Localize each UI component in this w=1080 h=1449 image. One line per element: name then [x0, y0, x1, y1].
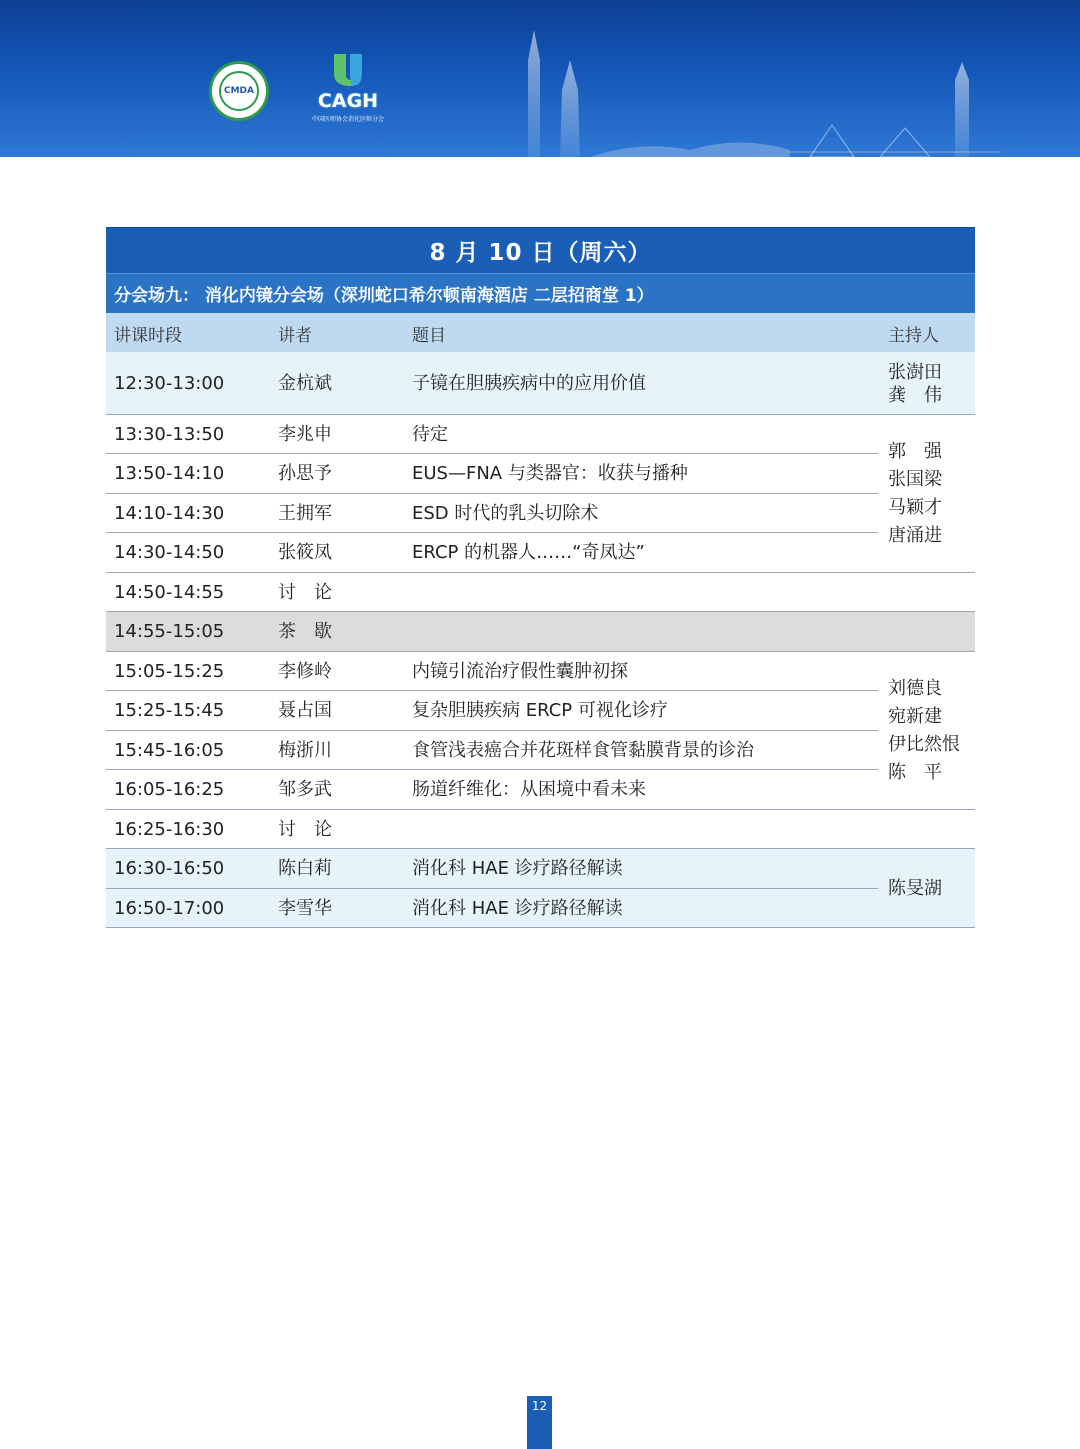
- cagh-logo-wordmark: CAGH: [317, 90, 379, 112]
- row-speaker: 邹多武: [278, 779, 332, 800]
- row-divider: [106, 690, 878, 691]
- row-divider: [106, 611, 975, 612]
- row-host: 陈旻湖: [888, 877, 942, 899]
- row-topic: 子镜在胆胰疾病中的应用价值: [412, 372, 646, 394]
- row-time: 16:50-17:00: [114, 897, 225, 919]
- row-divider: [106, 572, 975, 573]
- row-speaker: 梅浙川: [278, 739, 332, 761]
- row-topic: 消化科 HAE 诊疗路径解读: [412, 897, 623, 919]
- row-speaker: 李兆申: [278, 423, 332, 445]
- header-time: 讲课时段: [114, 326, 182, 346]
- city-skyline-illustration: [0, 0, 1080, 157]
- row-topic: 消化科 HAE 诊疗路径解读: [412, 858, 623, 879]
- row-speaker: 张筱凤: [278, 542, 332, 563]
- row-time: 12:30-13:00: [114, 372, 225, 394]
- row-time: 13:30-13:50: [114, 423, 225, 445]
- row-divider: [106, 730, 878, 731]
- row-time: 15:25-15:45: [114, 700, 225, 721]
- cagh-emblem-icon: [331, 52, 365, 88]
- row-divider: [106, 532, 878, 533]
- header-speaker: 讲者: [278, 326, 312, 346]
- cmda-logo: [209, 61, 269, 121]
- cagh-logo-subtitle: 中国医师协会消化医师分会: [311, 116, 384, 123]
- row-topic: 待定: [412, 423, 448, 445]
- row-time: 16:05-16:25: [114, 779, 225, 800]
- row-divider: [106, 651, 975, 652]
- row-speaker: 茶 歇: [278, 621, 332, 642]
- row-topic: ERCP 的机器人……“奇凤达”: [412, 542, 645, 563]
- row-speaker: 王拥军: [278, 502, 332, 524]
- row-divider: [106, 769, 878, 770]
- row-host: 刘德良 宛新建 伊比然恨 陈 平: [888, 678, 960, 783]
- row-time: 13:50-14:10: [114, 463, 225, 484]
- session-title: 分会场九： 消化内镜分会场（深圳蛇口希尔顿南海酒店 二层招商堂 1）: [106, 273, 975, 313]
- row-topic: 食管浅表癌合并花斑样食管黏膜背景的诊治: [412, 739, 754, 761]
- schedule-table: [106, 227, 975, 928]
- row-topic: ESD 时代的乳头切除术: [412, 502, 599, 524]
- header-host: 主持人: [888, 326, 939, 346]
- page-number: 12: [527, 1396, 552, 1449]
- row-speaker: 讨 论: [278, 581, 332, 603]
- row-time: 15:45-16:05: [114, 739, 225, 761]
- header-topic: 题目: [412, 326, 446, 346]
- row-topic: 肠道纤维化：从困境中看未来: [412, 779, 646, 800]
- row-speaker: 李雪华: [278, 897, 332, 919]
- row-speaker: 李修岭: [278, 660, 332, 682]
- header-banner: [0, 0, 1080, 157]
- row-divider: [106, 927, 975, 928]
- row-time: 15:05-15:25: [114, 660, 225, 682]
- row-divider: [106, 493, 878, 494]
- row-time: 14:30-14:50: [114, 542, 225, 563]
- row-divider: [106, 414, 975, 415]
- row-time: 16:30-16:50: [114, 858, 225, 879]
- row-topic: 内镜引流治疗假性囊肿初探: [412, 660, 628, 682]
- row-divider: [106, 888, 878, 889]
- cagh-logo: [304, 52, 392, 128]
- date-title: 8 月 10 日（周六）: [106, 227, 975, 273]
- row-host: 张澍田 龚 伟: [888, 361, 942, 406]
- row-time: 16:25-16:30: [114, 818, 225, 840]
- row-topic: EUS—FNA 与类器官：收获与播种: [412, 463, 688, 484]
- row-divider: [106, 809, 975, 810]
- row-divider: [106, 453, 878, 454]
- row-time: 14:55-15:05: [114, 621, 225, 642]
- table-body: [106, 352, 975, 928]
- row-background: [106, 612, 975, 652]
- row-time: 14:10-14:30: [114, 502, 225, 524]
- row-divider: [106, 848, 975, 849]
- row-speaker: 讨 论: [278, 818, 332, 840]
- row-topic: 复杂胆胰疾病 ERCP 可视化诊疗: [412, 700, 668, 721]
- row-host: 郭 强 张国梁 马颖才 唐涌进: [888, 441, 942, 546]
- row-speaker: 金杭斌: [278, 372, 332, 394]
- cmda-logo-text: CMDA: [219, 71, 259, 111]
- row-speaker: 聂占国: [278, 700, 332, 721]
- table-header: [106, 313, 975, 352]
- row-time: 14:50-14:55: [114, 581, 225, 603]
- row-speaker: 孙思予: [278, 463, 332, 484]
- row-speaker: 陈白莉: [278, 858, 332, 879]
